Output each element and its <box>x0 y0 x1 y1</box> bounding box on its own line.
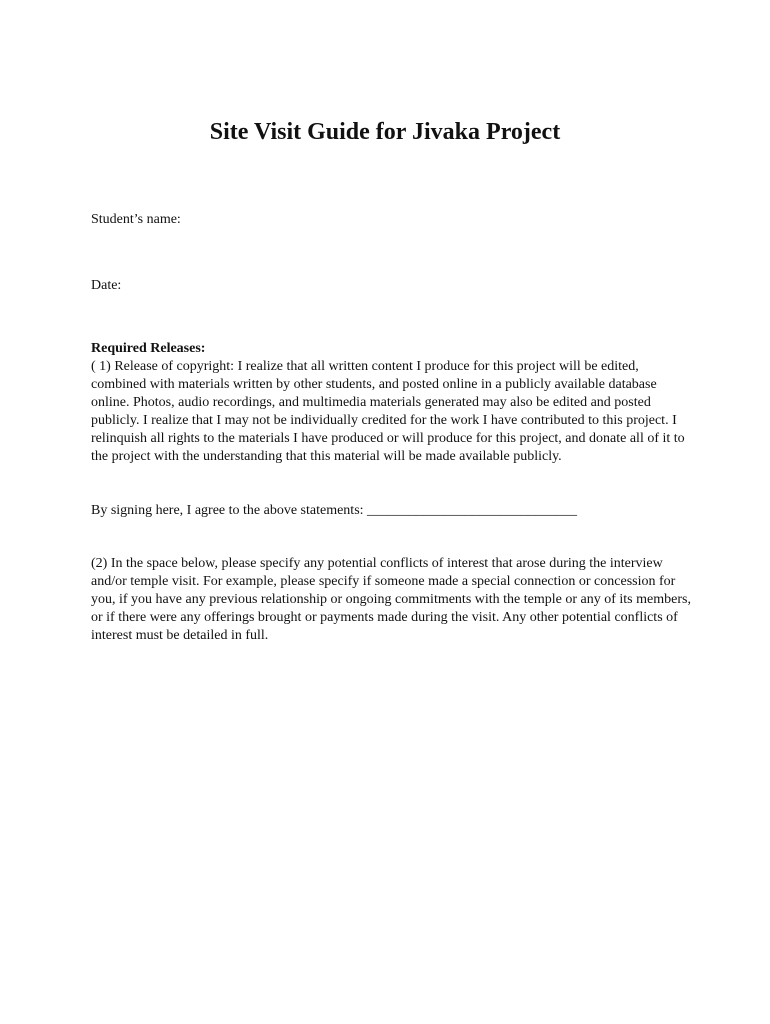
copyright-release-paragraph: ( 1) Release of copyright: I realize that all written content I produce for this project will be edited, combined with materials written by other students, and posted online in a publicly available database online. Photos, audio recordings, and multimedia materials generated may also be edited and posted publicly. I realize that I may not be individually credited for the work I have contributed to this project. I relinquish all rights to the materials I have produced or will produce for this project, and donate all of it to the project with the understanding that this material will be made available publicly. <box>91 359 685 464</box>
date-label: Date: <box>91 278 122 293</box>
conflicts-of-interest-section <box>91 555 691 645</box>
releases-heading: Required Releases: <box>91 341 206 356</box>
required-releases-section <box>91 340 691 466</box>
student-name-label: Student’s name: <box>91 212 181 227</box>
signature-line: By signing here, I agree to the above statements: ______________________________ <box>91 503 578 518</box>
page-title: Site Visit Guide for Jivaka Project <box>209 119 561 145</box>
conflicts-paragraph: (2) In the space below, please specify any potential conflicts of interest that arose during the interview and/or temple visit. For example, please specify if someone made a special connection or concession for you, if you have any previous relationship or ongoing commitments with the temple or any of its members, or if there were any offerings brought or payments made during the visit. Any other potential conflicts of interest must be detailed in full. <box>91 556 691 643</box>
